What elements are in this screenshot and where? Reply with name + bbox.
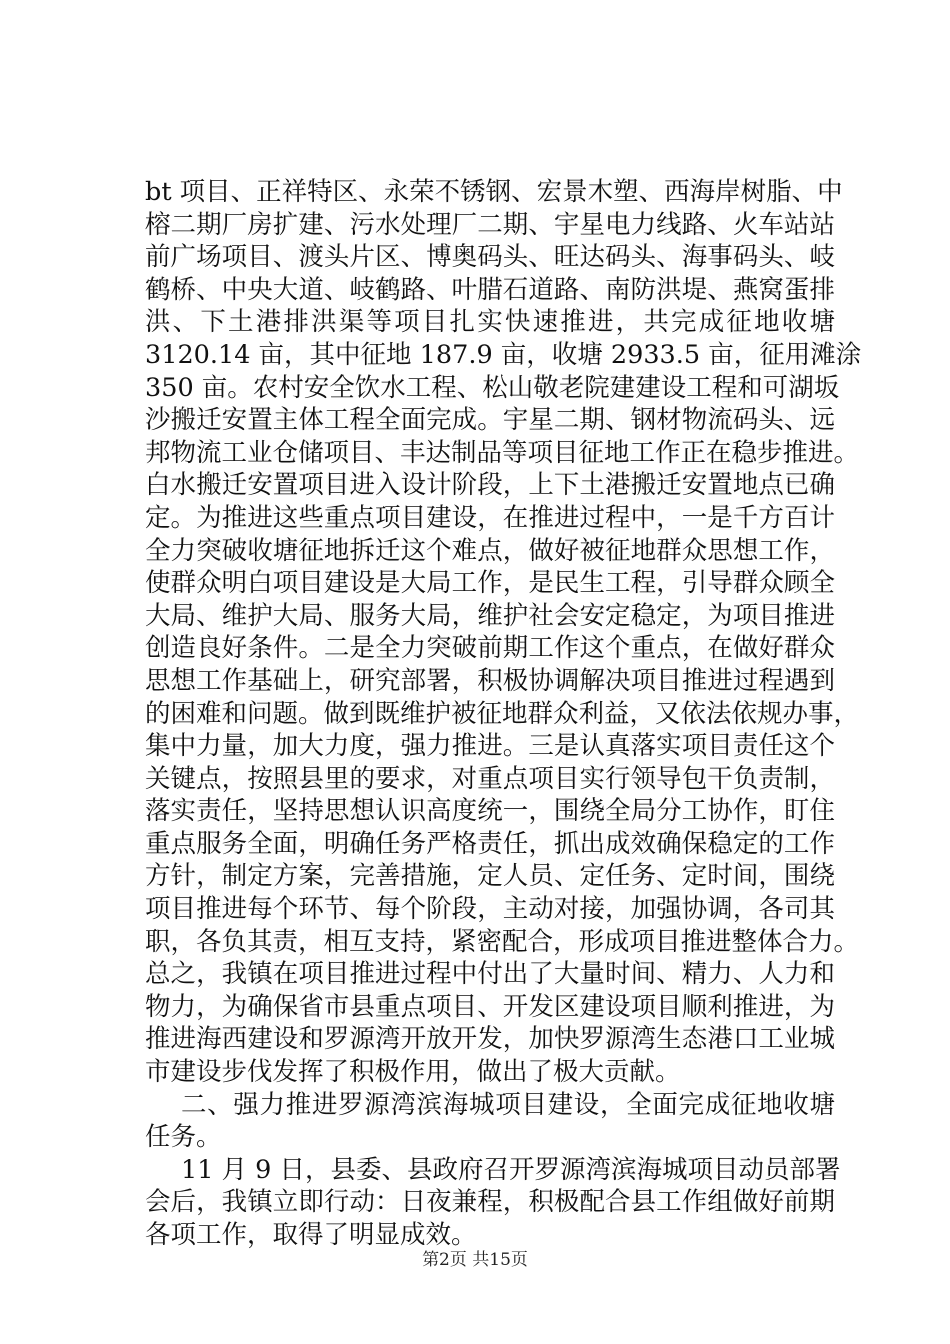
body-text-line: 沙搬迁安置主体工程全面完成。宇星二期、钢材物流码头、远 — [145, 405, 835, 436]
body-text-line: 榕二期厂房扩建、污水处理厂二期、宇星电力线路、火车站站 — [145, 209, 835, 240]
body-text-line: 市建设步伐发挥了积极作用，做出了极大贡献。 — [145, 1057, 681, 1088]
body-text-line: 职，各负其责，相互支持，紧密配合，形成项目推进整体合力。 — [145, 926, 860, 957]
body-text-line: 11 月 9 日，县委、县政府召开罗源湾滨海城项目动员部署 — [181, 1154, 841, 1185]
body-text-line: 创造良好条件。二是全力突破前期工作这个重点，在做好群众 — [145, 633, 835, 664]
body-text-line: 使群众明白项目建设是大局工作，是民生工程，引导群众顾全 — [145, 568, 835, 599]
body-text-line: 推进海西建设和罗源湾开放开发，加快罗源湾生态港口工业城 — [145, 1024, 835, 1055]
body-text-line: 350 亩。农村安全饮水工程、松山敬老院建建设工程和可湖坂 — [145, 372, 840, 403]
body-text-line: 方针，制定方案，完善措施，定人员、定任务、定时间，围绕 — [145, 861, 835, 892]
page-number-footer: 第2页 共15页 — [422, 1250, 528, 1270]
body-text-line: 思想工作基础上，研究部署，积极协调解决项目推进过程遇到 — [145, 665, 835, 696]
section-heading-line: 任务。 — [145, 1122, 222, 1153]
body-text-line: 会后，我镇立即行动：日夜兼程，积极配合县工作组做好前期 — [145, 1187, 835, 1218]
body-text-line: 大局、维护大局、服务大局，维护社会安定稳定，为项目推进 — [145, 600, 835, 631]
body-text-line: 白水搬迁安置项目进入设计阶段，上下土港搬迁安置地点已确 — [145, 470, 835, 501]
body-text-line: 鹤桥、中央大道、岐鹤路、叶腊石道路、南防洪堤、燕窝蛋排 — [145, 274, 835, 305]
body-text-line: 落实责任，坚持思想认识高度统一，围绕全局分工协作，盯住 — [145, 796, 835, 827]
body-text-line: 邦物流工业仓储项目、丰达制品等项目征地工作正在稳步推进。 — [145, 437, 860, 468]
body-text-line: 关键点，按照县里的要求，对重点项目实行领导包干负责制， — [145, 763, 835, 794]
body-text-line: 各项工作，取得了明显成效。 — [145, 1220, 477, 1250]
body-text-line: 集中力量，加大力度，强力推进。三是认真落实项目责任这个 — [145, 731, 835, 762]
body-text-line: 3120.14 亩，其中征地 187.9 亩，收塘 2933.5 亩，征用滩涂 — [145, 339, 862, 370]
body-text-line: 前广场项目、渡头片区、博奥码头、旺达码头、海事码头、岐 — [145, 242, 835, 273]
body-text-line: 全力突破收塘征地拆迁这个难点，做好被征地群众思想工作， — [145, 535, 835, 566]
body-text-line: 重点服务全面，明确任务严格责任，抓出成效确保稳定的工作 — [145, 828, 835, 859]
body-text-line: 定。为推进这些重点项目建设，在推进过程中，一是千方百计 — [145, 502, 835, 533]
body-text-line: 的困难和问题。做到既维护被征地群众利益，又依法依规办事， — [145, 698, 860, 729]
body-text-line: 物力，为确保省市县重点项目、开发区建设项目顺利推进，为 — [145, 991, 835, 1022]
section-heading-line: 二、强力推进罗源湾滨海城项目建设，全面完成征地收塘 — [181, 1089, 835, 1120]
body-text-line: 总之，我镇在项目推进过程中付出了大量时间、精力、人力和 — [145, 959, 835, 990]
body-text-line: 洪、下土港排洪渠等项目扎实快速推进，共完成征地收塘 — [145, 307, 835, 338]
body-text-line: bt 项目、正祥特区、永荣不锈钢、宏景木塑、西海岸树脂、中 — [145, 177, 843, 207]
body-text-line: 项目推进每个环节、每个阶段，主动对接，加强协调，各司其 — [145, 894, 835, 925]
document-body — [145, 176, 862, 1252]
